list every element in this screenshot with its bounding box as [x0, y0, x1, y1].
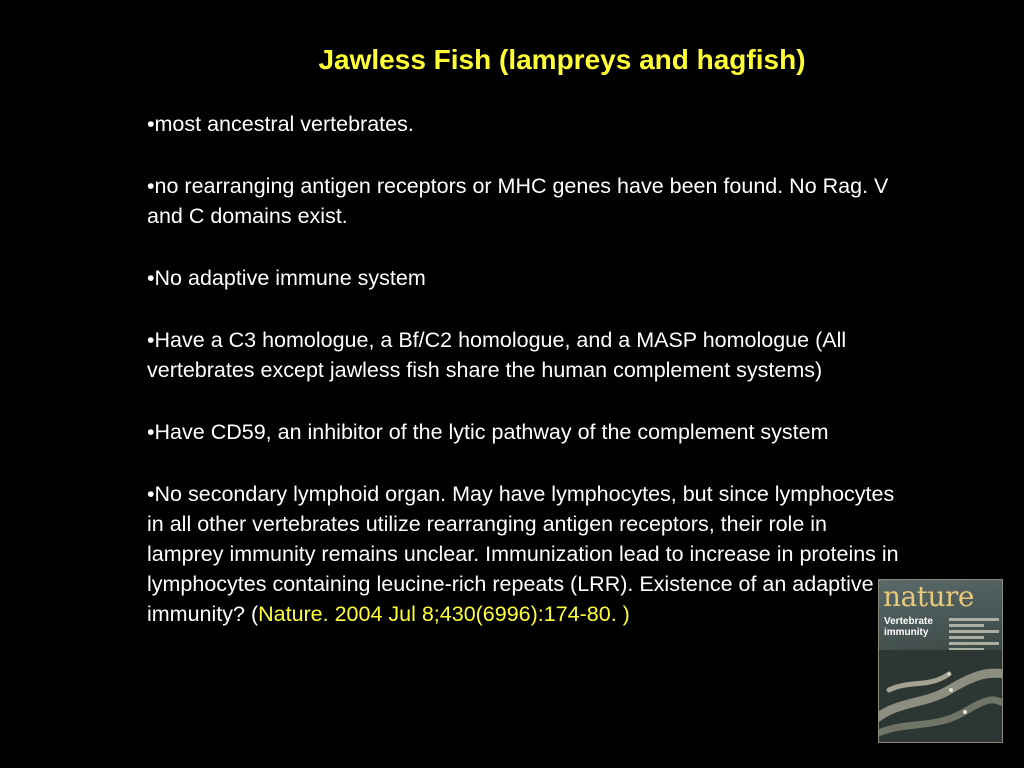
lamprey-illustration [879, 650, 1002, 742]
bullet-text: •No secondary lymphoid organ. May have lymphocytes, but since lymphocytes in all other vertebrates utilize rearranging antigen receptors, their role in lamprey immunity remains unclear. Immunization lead to increase in proteins in lymphocytes containing leucine-rich repeats (LRR). Existence of an adaptive immunity? ( [147, 482, 899, 626]
cover-side-text [949, 618, 999, 654]
bullet-item-last [147, 479, 907, 629]
slide-title: Jawless Fish (lampreys and hagfish) [318, 44, 806, 75]
cover-logo: nature [883, 580, 974, 613]
bullet-item: •no rearranging antigen receptors or MHC genes have been found. No Rag. V and C domains exist. [147, 174, 889, 228]
citation: Nature. 2004 Jul 8;430(6996):174-80. ) [258, 602, 630, 626]
nature-cover-image [878, 579, 1003, 743]
bullet-item: •Have a C3 homologue, a Bf/C2 homologue, and a MASP homologue (All vertebrates except jawless fish share the human complement systems) [147, 328, 847, 382]
bullet-item: •most ancestral vertebrates. [147, 112, 414, 136]
bullet-item: •No adaptive immune system [147, 266, 426, 290]
bullet-list [147, 109, 907, 661]
bullet-item: •Have CD59, an inhibitor of the lytic pathway of the complement system [147, 420, 829, 444]
cover-headline: Vertebrate immunity [884, 616, 933, 638]
